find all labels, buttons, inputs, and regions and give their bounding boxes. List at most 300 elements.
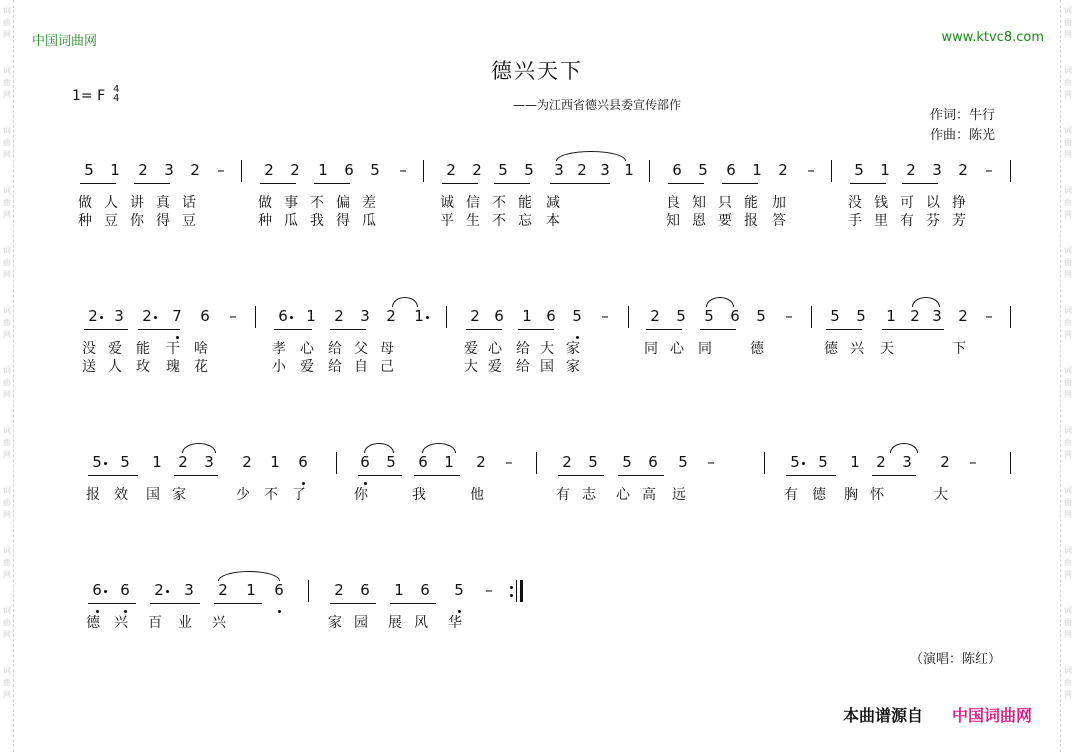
watermark-glyph: 网 — [1064, 570, 1072, 579]
watermark-glyph: 曲 — [3, 438, 11, 447]
low-octave-dot — [576, 336, 579, 339]
lyric-char: 兴 — [212, 615, 226, 631]
lyric-char: 钱 — [874, 195, 888, 211]
watermark-glyph: 词 — [1064, 546, 1072, 555]
note: 2 — [910, 307, 920, 325]
sustain-dash: – — [217, 161, 225, 179]
lyric-char: 家 — [566, 341, 580, 357]
bar-line — [1010, 452, 1011, 474]
watermark-glyph: 词 — [3, 366, 11, 375]
watermark-glyph: 曲 — [1064, 198, 1072, 207]
note: 6 — [274, 581, 284, 599]
watermark-glyph: 网 — [3, 30, 11, 39]
beam-underline — [646, 329, 682, 330]
bar-line — [308, 580, 309, 602]
lyric-char: 差 — [362, 195, 376, 211]
watermark-glyph: 曲 — [1064, 78, 1072, 87]
slur-arc — [706, 297, 734, 307]
low-octave-dot — [176, 336, 179, 339]
watermark-glyph: 网 — [1064, 390, 1072, 399]
watermark-glyph: 词 — [3, 666, 11, 675]
lyric-char: 可 — [900, 195, 914, 211]
time-signature-top: 4 — [113, 84, 120, 95]
note: 5 — [572, 307, 582, 325]
watermark-glyph: 词 — [1064, 666, 1072, 675]
beam-underline — [330, 603, 376, 604]
slur-arc — [364, 443, 394, 453]
note: 2 — [876, 453, 886, 471]
beam-underline — [618, 475, 664, 476]
lyric-char: 没 — [82, 341, 96, 357]
lyric-char: 家 — [328, 615, 342, 631]
bar-line — [649, 160, 650, 182]
song-title: 德兴天下 — [491, 59, 583, 83]
note: 2 — [472, 161, 482, 179]
note: 5 — [856, 307, 866, 325]
note: 1 — [152, 453, 162, 471]
watermark-glyph: 词 — [3, 126, 11, 135]
augmentation-dot — [426, 316, 429, 319]
lyric-char: 百 — [148, 615, 162, 631]
bar-line — [764, 452, 765, 474]
lyric-char: 心 — [300, 341, 314, 357]
lyric-char: 同 — [644, 341, 658, 357]
watermark-glyph: 网 — [1064, 450, 1072, 459]
note: 5 — [84, 161, 94, 179]
note: 2 — [476, 453, 486, 471]
lyric-char: 人 — [108, 359, 122, 375]
note: 1 — [306, 307, 316, 325]
watermark-glyph: 曲 — [1064, 498, 1072, 507]
watermark-glyph: 网 — [3, 150, 11, 159]
lyricist-credit: 作词：牛行 — [930, 108, 996, 123]
note: 2 — [154, 581, 164, 599]
lyric-char: 志 — [582, 487, 596, 503]
note: 6 — [344, 161, 354, 179]
lyric-char: 真 — [156, 195, 170, 211]
lyric-char: 诚 — [440, 195, 454, 211]
note: 2 — [958, 307, 968, 325]
watermark-glyph: 网 — [3, 630, 11, 639]
note: 1 — [886, 307, 896, 325]
watermark-glyph: 词 — [1064, 246, 1072, 255]
beam-underline — [850, 183, 886, 184]
lyric-char: 不 — [492, 195, 506, 211]
lyric-char: 自 — [354, 359, 368, 375]
lyric-char: 兴 — [850, 341, 864, 357]
watermark-glyph: 词 — [1064, 186, 1072, 195]
beam-underline — [80, 183, 116, 184]
note: 3 — [932, 161, 942, 179]
watermark-glyph: 曲 — [1064, 678, 1072, 687]
note: 2 — [290, 161, 300, 179]
note: 5 — [454, 581, 464, 599]
slur-arc — [218, 571, 280, 581]
watermark-glyph: 曲 — [3, 678, 11, 687]
note: 1 — [880, 161, 890, 179]
augmentation-dot — [104, 462, 107, 465]
note: 1 — [752, 161, 762, 179]
beam-underline — [390, 603, 436, 604]
note: 5 — [524, 161, 534, 179]
beam-underline — [88, 603, 136, 604]
beam-underline — [902, 183, 938, 184]
watermark-glyph: 词 — [3, 246, 11, 255]
lyric-char: 加 — [772, 195, 786, 211]
lyric-char: 兴 — [114, 615, 128, 631]
sustain-dash: – — [601, 307, 609, 325]
note: 6 — [360, 453, 370, 471]
lyric-char: 花 — [194, 359, 208, 375]
site-link-cn[interactable]: 中国词曲网 — [32, 34, 98, 49]
watermark-glyph: 网 — [1064, 270, 1072, 279]
lyric-char: 良 — [666, 195, 680, 211]
note: 6 — [278, 307, 288, 325]
lyric-char: 华 — [448, 615, 462, 631]
note: 2 — [906, 161, 916, 179]
score-row — [78, 304, 1018, 384]
beam-underline — [786, 475, 836, 476]
note: 1 — [850, 453, 860, 471]
beam-underline — [826, 329, 862, 330]
note: 3 — [164, 161, 174, 179]
watermark-glyph: 曲 — [1064, 18, 1072, 27]
watermark-glyph: 曲 — [1064, 138, 1072, 147]
sustain-dash: – — [229, 307, 237, 325]
lyric-char: 国 — [146, 487, 160, 503]
note: 7 — [172, 307, 182, 325]
watermark-glyph: 曲 — [3, 378, 11, 387]
note: 2 — [334, 307, 344, 325]
site-link-url[interactable]: www.ktvc8.com — [941, 30, 1044, 45]
note: 2 — [264, 161, 274, 179]
key-signature: 1= F — [72, 88, 106, 104]
note: 5 — [790, 453, 800, 471]
watermark-glyph: 网 — [3, 330, 11, 339]
lyric-char: 做 — [78, 195, 92, 211]
watermark-strip-left — [0, 0, 14, 752]
note: 1 — [318, 161, 328, 179]
lyric-char: 以 — [926, 195, 940, 211]
lyric-char: 大 — [540, 341, 554, 357]
watermark-glyph: 网 — [3, 90, 11, 99]
bar-line — [446, 306, 447, 328]
footer-site-name[interactable]: 中国词曲网 — [952, 706, 1033, 725]
bar-line — [1010, 160, 1011, 182]
note: 2 — [940, 453, 950, 471]
lyric-char: 业 — [178, 615, 192, 631]
lyric-char: 得 — [156, 213, 170, 229]
bar-line — [255, 306, 256, 328]
lyric-char: 报 — [744, 213, 758, 229]
note: 3 — [360, 307, 370, 325]
note: 6 — [92, 581, 102, 599]
lyric-char: 话 — [182, 195, 196, 211]
beam-underline — [722, 183, 758, 184]
bar-line — [241, 160, 242, 182]
watermark-glyph: 词 — [1064, 426, 1072, 435]
watermark-glyph: 词 — [3, 486, 11, 495]
watermark-glyph: 词 — [3, 306, 11, 315]
sustain-dash: – — [485, 581, 493, 599]
lyric-char: 不 — [264, 487, 278, 503]
lyric-char: 不 — [310, 195, 324, 211]
note: 2 — [446, 161, 456, 179]
lyric-char: 园 — [354, 615, 368, 631]
low-octave-dot — [458, 610, 461, 613]
note: 3 — [902, 453, 912, 471]
beam-underline — [882, 329, 944, 330]
repeat-bar-thick — [520, 580, 523, 602]
note: 1 — [246, 581, 256, 599]
lyric-char: 事 — [284, 195, 298, 211]
lyric-char: 我 — [310, 213, 324, 229]
bar-line — [628, 306, 629, 328]
beam-underline — [550, 183, 610, 184]
watermark-strip-right — [1060, 0, 1074, 752]
slur-arc — [182, 443, 216, 453]
note: 1 — [522, 307, 532, 325]
note: 5 — [588, 453, 598, 471]
lyric-char: 能 — [744, 195, 758, 211]
slur-arc — [392, 297, 418, 307]
watermark-glyph: 网 — [1064, 210, 1072, 219]
note: 2 — [190, 161, 200, 179]
lyric-char: 减 — [546, 195, 560, 211]
beam-underline — [442, 183, 478, 184]
lyric-char: 本 — [546, 213, 560, 229]
lyric-char: 有 — [784, 487, 798, 503]
watermark-glyph: 曲 — [3, 78, 11, 87]
beam-underline — [518, 329, 554, 330]
watermark-glyph: 曲 — [1064, 558, 1072, 567]
lyric-char: 己 — [380, 359, 394, 375]
lyric-char: 国 — [540, 359, 554, 375]
lyric-char: 信 — [466, 195, 480, 211]
watermark-glyph: 网 — [3, 270, 11, 279]
watermark-glyph: 词 — [1064, 126, 1072, 135]
note: 3 — [600, 161, 610, 179]
watermark-glyph: 词 — [1064, 306, 1072, 315]
slur-arc — [912, 297, 940, 307]
repeat-dot — [510, 594, 513, 597]
watermark-glyph: 曲 — [3, 258, 11, 267]
slur-arc — [422, 443, 456, 453]
note: 1 — [270, 453, 280, 471]
note: 6 — [360, 581, 370, 599]
lyric-char: 平 — [440, 213, 454, 229]
note: 5 — [854, 161, 864, 179]
beam-underline — [314, 183, 350, 184]
lyric-char: 豆 — [182, 213, 196, 229]
lyric-char: 报 — [86, 487, 100, 503]
note: 5 — [622, 453, 632, 471]
watermark-glyph: 词 — [1064, 366, 1072, 375]
watermark-glyph: 曲 — [3, 558, 11, 567]
watermark-glyph: 网 — [3, 510, 11, 519]
lyric-char: 他 — [470, 487, 484, 503]
score-row — [78, 158, 1018, 238]
bar-line — [1010, 306, 1011, 328]
lyric-char: 能 — [518, 195, 532, 211]
note: 5 — [370, 161, 380, 179]
note: 6 — [726, 161, 736, 179]
note: 2 — [178, 453, 188, 471]
note: 6 — [418, 453, 428, 471]
watermark-glyph: 网 — [1064, 90, 1072, 99]
watermark-glyph: 网 — [1064, 690, 1072, 699]
lyric-char: 家 — [172, 487, 186, 503]
note: 6 — [298, 453, 308, 471]
lyric-char: 德 — [812, 487, 826, 503]
lyric-char: 了 — [292, 487, 306, 503]
note: 5 — [498, 161, 508, 179]
note: 2 — [577, 161, 587, 179]
watermark-glyph: 词 — [3, 186, 11, 195]
sustain-dash: – — [505, 453, 513, 471]
lyric-char: 下 — [952, 341, 966, 357]
beam-underline — [88, 475, 138, 476]
note: 6 — [494, 307, 504, 325]
composer-credit: 作曲：陈光 — [930, 128, 996, 143]
note: 5 — [830, 307, 840, 325]
repeat-dot — [510, 586, 513, 589]
lyric-char: 高 — [642, 487, 656, 503]
beam-underline — [214, 603, 262, 604]
beam-underline — [84, 329, 128, 330]
lyric-char: 远 — [672, 487, 686, 503]
note: 6 — [730, 307, 740, 325]
lyric-char: 你 — [354, 487, 368, 503]
augmentation-dot — [100, 316, 103, 319]
watermark-glyph: 曲 — [3, 138, 11, 147]
bar-line — [811, 306, 812, 328]
time-signature-bottom: 4 — [113, 93, 120, 104]
lyric-char: 只 — [718, 195, 732, 211]
beam-underline — [414, 475, 460, 476]
watermark-glyph: 网 — [3, 570, 11, 579]
low-octave-dot — [364, 482, 367, 485]
watermark-glyph: 曲 — [3, 198, 11, 207]
augmentation-dot — [154, 316, 157, 319]
watermark-glyph: 曲 — [1064, 318, 1072, 327]
lyric-char: 天 — [880, 341, 894, 357]
watermark-glyph: 网 — [1064, 150, 1072, 159]
lyric-char: 瑰 — [166, 359, 180, 375]
lyric-char: 爱 — [488, 359, 502, 375]
note: 2 — [334, 581, 344, 599]
lyric-char: 啥 — [194, 341, 208, 357]
score-row — [78, 450, 1018, 530]
augmentation-dot — [290, 316, 293, 319]
note: 2 — [242, 453, 252, 471]
augmentation-dot — [802, 462, 805, 465]
watermark-glyph: 网 — [3, 210, 11, 219]
lyric-char: 没 — [848, 195, 862, 211]
beam-underline — [274, 329, 312, 330]
lyric-char: 父 — [354, 341, 368, 357]
augmentation-dot — [104, 590, 107, 593]
lyric-char: 送 — [82, 359, 96, 375]
beam-underline — [668, 183, 704, 184]
note: 2 — [778, 161, 788, 179]
lyric-char: 芳 — [952, 213, 966, 229]
low-octave-dot — [96, 610, 99, 613]
beam-underline — [330, 329, 366, 330]
singer-credit: （演唱：陈红） — [910, 652, 1002, 667]
beam-underline — [494, 183, 530, 184]
lyric-char: 干 — [166, 341, 180, 357]
lyric-char: 你 — [130, 213, 144, 229]
lyric-char: 手 — [848, 213, 862, 229]
lyric-char: 给 — [516, 359, 530, 375]
note: 1 — [624, 161, 634, 179]
sustain-dash: – — [985, 161, 993, 179]
low-octave-dot — [302, 482, 305, 485]
lyric-char: 种 — [78, 213, 92, 229]
lyric-char: 少 — [236, 487, 250, 503]
lyric-char: 怀 — [870, 487, 884, 503]
watermark-glyph: 网 — [3, 690, 11, 699]
lyric-char: 胸 — [844, 487, 858, 503]
note: 2 — [386, 307, 396, 325]
beam-underline — [872, 475, 916, 476]
watermark-glyph: 网 — [3, 450, 11, 459]
beam-underline — [558, 475, 604, 476]
note: 2 — [958, 161, 968, 179]
note: 5 — [120, 453, 130, 471]
note: 6 — [120, 581, 130, 599]
slur-arc — [890, 443, 918, 453]
lyric-char: 同 — [698, 341, 712, 357]
watermark-glyph: 词 — [3, 6, 11, 15]
repeat-bar-thin — [516, 580, 517, 602]
beam-underline — [260, 183, 296, 184]
note: 5 — [818, 453, 828, 471]
lyric-char: 里 — [874, 213, 888, 229]
lyric-char: 偏 — [336, 195, 350, 211]
augmentation-dot — [166, 590, 169, 593]
note: 1 — [110, 161, 120, 179]
watermark-glyph: 网 — [1064, 510, 1072, 519]
time-signature — [113, 85, 119, 103]
note: 5 — [386, 453, 396, 471]
watermark-glyph: 曲 — [1064, 258, 1072, 267]
watermark-glyph: 曲 — [3, 498, 11, 507]
lyric-char: 给 — [328, 341, 342, 357]
lyric-char: 知 — [666, 213, 680, 229]
lyric-char: 德 — [86, 615, 100, 631]
sustain-dash: – — [807, 161, 815, 179]
watermark-glyph: 曲 — [3, 18, 11, 27]
note: 2 — [138, 161, 148, 179]
beam-underline — [174, 475, 218, 476]
lyric-char: 知 — [692, 195, 706, 211]
bar-line — [423, 160, 424, 182]
note: 5 — [92, 453, 102, 471]
lyric-char: 豆 — [104, 213, 118, 229]
watermark-glyph: 词 — [1064, 486, 1072, 495]
low-octave-dot — [124, 610, 127, 613]
note: 6 — [648, 453, 658, 471]
watermark-glyph: 词 — [1064, 606, 1072, 615]
lyric-char: 大 — [464, 359, 478, 375]
lyric-char: 做 — [258, 195, 272, 211]
watermark-glyph: 曲 — [3, 318, 11, 327]
lyric-char: 小 — [272, 359, 286, 375]
note: 2 — [470, 307, 480, 325]
note: 2 — [88, 307, 98, 325]
